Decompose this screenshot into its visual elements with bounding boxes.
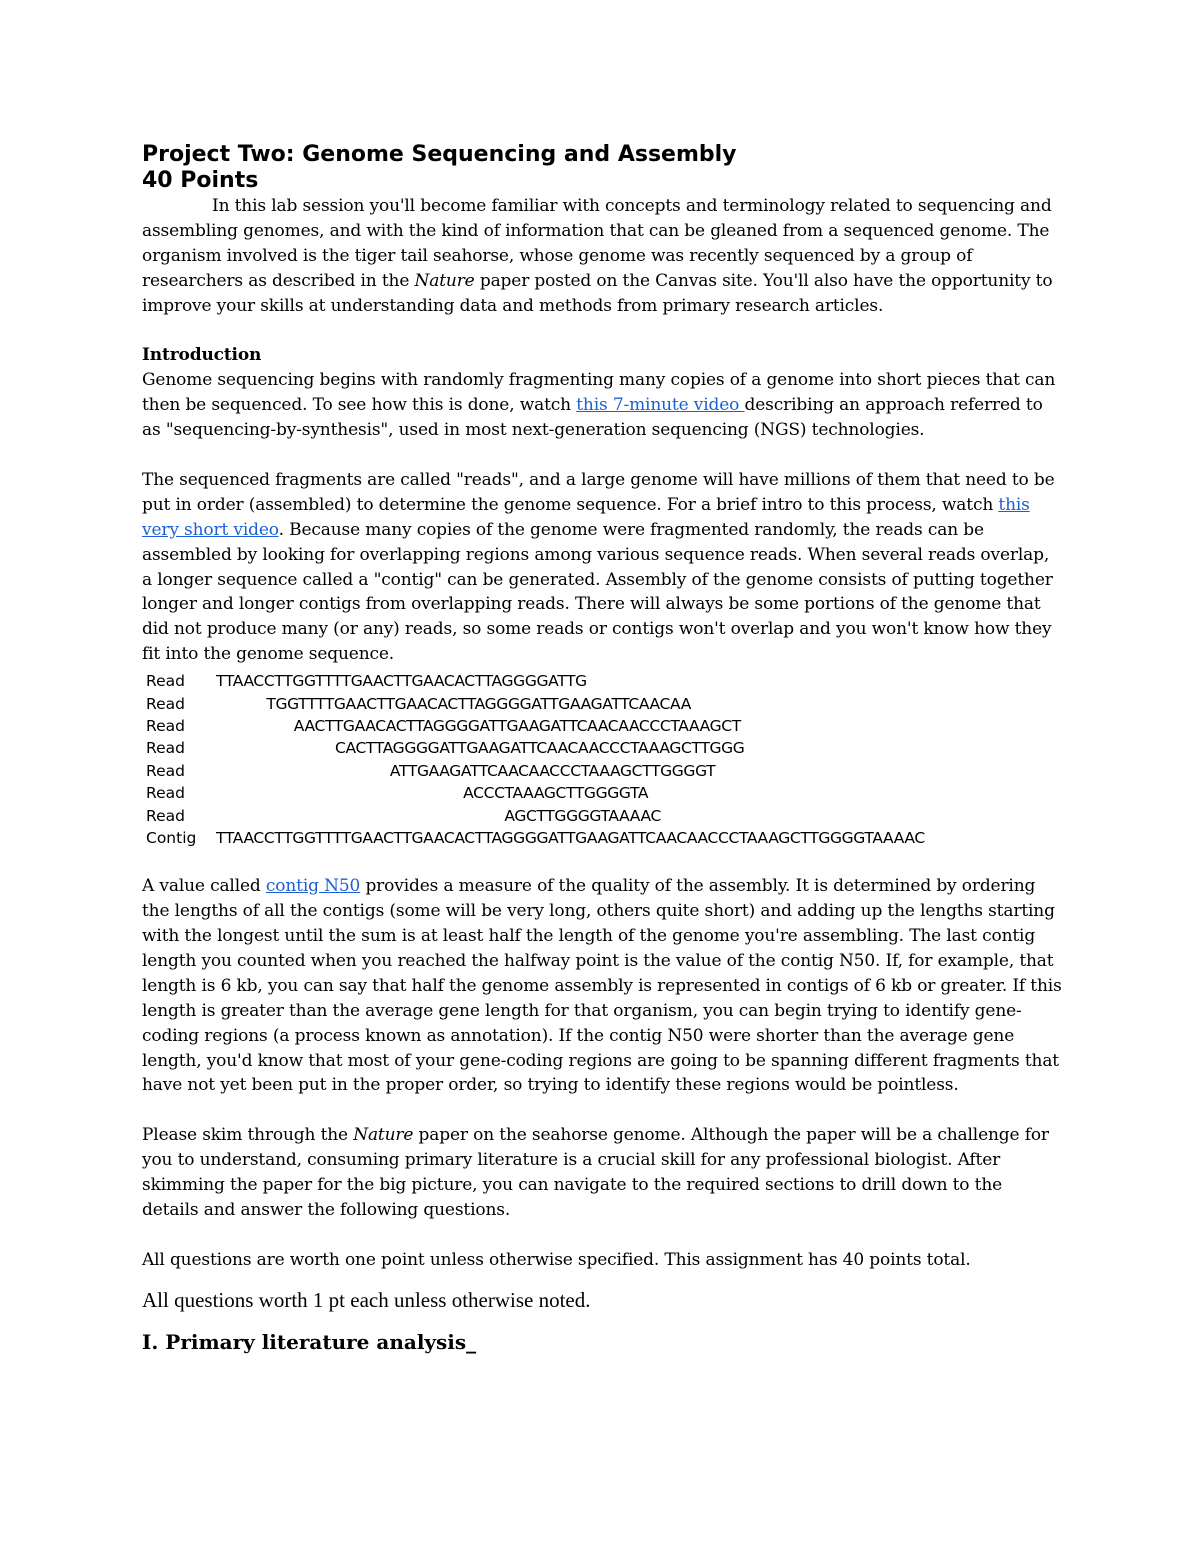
video-link-7-minute[interactable]: this 7-minute video	[576, 395, 745, 416]
skim-text-1: Please skim through the	[142, 1125, 354, 1146]
sequencing-text-1: Genome sequencing begins with randomly fragmenting many copies of a genome into short pieces that can then be sequenced. To see how this is done, watch	[142, 370, 1056, 416]
n50-paragraph	[142, 874, 1062, 1098]
read-alignment-figure	[146, 670, 1062, 849]
read-row	[146, 805, 1062, 827]
sequence-bases: ATTGAAGATTCAACAACCCTAAAGCTTGGGGT	[216, 761, 716, 780]
n50-text-1: A value called	[142, 876, 266, 897]
read-row	[146, 737, 1062, 759]
points-heading: 40 Points	[142, 168, 259, 193]
grading-notice: All questions worth 1 pt each unless otherwise noted.	[142, 1287, 591, 1312]
row-label: Read	[146, 784, 185, 803]
read-row	[146, 715, 1062, 737]
sequence-bases: TTAACCTTGGTTTTGAACTTGAACACTTAGGGGATTG	[216, 672, 587, 691]
sequencing-text-2: describing an approach referred to as "sequencing-by-synthesis", used in most next-generation sequencing (NGS) technologies.	[142, 395, 1043, 441]
intro-text-1: In this lab session you'll become familiar with concepts and terminology related to sequencing and assembling genomes, and with the kind of information that can be gleaned from a sequenced genome. The organism involved is the tiger tail seahorse, whose genome was recently sequenced by a group of researchers as described in the	[142, 196, 1052, 291]
nature-italic-2: Nature	[353, 1125, 414, 1146]
row-label: Contig	[146, 828, 197, 847]
intro-paragraph	[142, 194, 1062, 319]
n50-text-2: provides a measure of the quality of the assembly. It is determined by ordering the lengths of all the contigs (some will be very long, others quite short) and adding up the lengths starting with the longest until the sum is at least half the length of the genome you're assembling. The last contig length you counted when you reached the halfway point is the value of the contig N50. If, for example, that length is 6 kb, you can say that half the genome assembly is represented in contigs of 6 kb or greater. If this length is greater than the average gene length for that organism, you can begin trying to identify gene-coding regions (a process known as annotation). If the contig N50 were shorter than the average gene length, you'd know that most of your gene-coding regions are going to be spanning different fragments that have not yet been put in the proper order, so trying to identify these regions would be pointless.	[142, 876, 1062, 1096]
reads-text-1: The sequenced fragments are called "reads", and a large genome will have millions of them that need to be put in order (assembled) to determine the genome sequence. For a brief intro to this process, watch	[142, 469, 1055, 515]
sequence-bases: AGCTTGGGGTAAAAC	[216, 806, 661, 825]
row-label: Read	[146, 694, 185, 713]
document-page	[142, 142, 1062, 1355]
read-row	[146, 670, 1062, 692]
read-row	[146, 693, 1062, 715]
contig-n50-link[interactable]: contig N50	[265, 876, 361, 897]
sequence-bases: CACTTAGGGGATTGAAGATTCAACAACCCTAAAGCTTGGG	[216, 739, 745, 758]
reads-text-2: . Because many copies of the genome were fragmented randomly, the reads can be assembled by looking for overlapping regions among various sequence reads. When several reads overlap, a longer sequence called a "contig" can be generated. Assembly of the genome consists of putting together longer and longer contigs from overlapping reads. There will always be some portions of the genome that did not produce many (or any) reads, so some reads or contigs won't overlap and you won't know how they fit into the genome sequence.	[142, 519, 1053, 665]
row-label: Read	[146, 761, 185, 780]
points-note: All questions are worth one point unless otherwise specified. This assignment has 40 points total.	[142, 1249, 971, 1270]
read-row	[146, 782, 1062, 804]
reads-paragraph	[142, 468, 1062, 667]
sequence-bases: AACTTGAACACTTAGGGGATTGAAGATTCAACAACCCTAAAGCT	[216, 716, 741, 735]
row-label: Read	[146, 672, 185, 691]
sequence-bases: TTAACCTTGGTTTTGAACTTGAACACTTAGGGGATTGAAGATTCAACAACCCTAAAGCTTGGGGTAAAAC	[216, 828, 925, 847]
row-label: Read	[146, 739, 185, 758]
video-link-short[interactable]: this very short video	[142, 494, 1030, 540]
row-label: Read	[146, 806, 185, 825]
skim-paragraph	[142, 1123, 1062, 1223]
read-row	[146, 760, 1062, 782]
introduction-heading: Introduction	[142, 345, 262, 366]
section-heading: I. Primary literature analysis_	[142, 1329, 477, 1354]
sequencing-paragraph	[142, 368, 1062, 443]
contig-row	[146, 827, 1062, 849]
nature-italic: Nature	[414, 270, 475, 291]
sequence-bases: TGGTTTTGAACTTGAACACTTAGGGGATTGAAGATTCAACAA	[216, 694, 691, 713]
sequence-bases: ACCCTAAAGCTTGGGGTA	[216, 784, 649, 803]
skim-text-2: paper on the seahorse genome. Although the paper will be a challenge for you to understand, consuming primary literature is a crucial skill for any professional biologist. After skimming the paper for the big picture, you can navigate to the required sections to drill down to the details and answer the following questions.	[142, 1125, 1049, 1220]
project-title: Project Two: Genome Sequencing and Assembly	[142, 142, 737, 167]
intro-text-2: paper posted on the Canvas site. You'll also have the opportunity to improve your skills at understanding data and methods from primary research articles.	[142, 270, 1053, 316]
row-label: Read	[146, 716, 185, 735]
